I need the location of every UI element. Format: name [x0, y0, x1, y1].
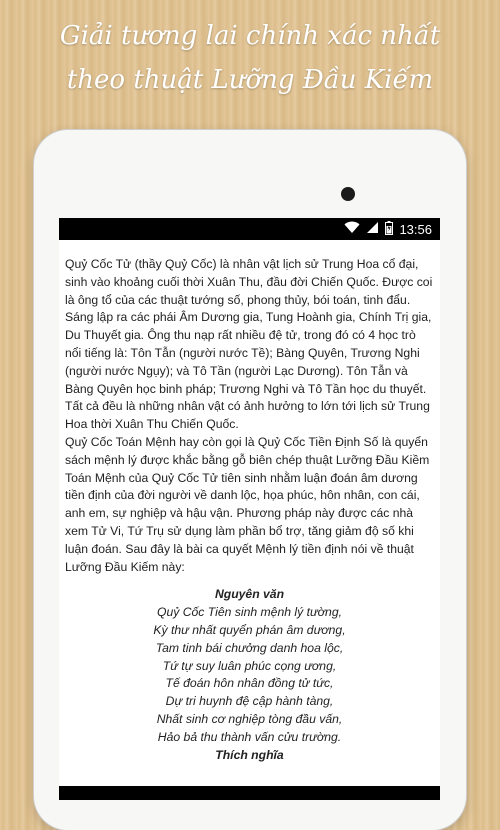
status-time: 13:56	[399, 221, 432, 237]
headline-line-1: Giải tương lai chính xác nhất	[59, 21, 441, 51]
poem-line: Tam tinh bái chưởng danh hoa lộc,	[155, 640, 344, 655]
article-paragraph-1: Quỷ Cốc Tử (thầy Quỷ Cốc) là nhân vật lịch sử Trung Hoa cổ đại, sinh vào khoảng cuối thời Xuân Thu, đầu đời Chiến Quốc. Được coi là ông tổ của các thuật tướng số, phong thủy, bói toán, tinh đẩu. Sáng lập ra các phái Âm Dương gia, Tung Hoành gia, Chính Trị gia, Du Thuyết gia. Ông thu nạp rất nhiều đệ tử, trong đó có 4 học trò nổi tiếng là: Tôn Tẫn (người nước Tề); Bàng Quyên, Trương Nghi (người nước Ngụy); và Tô Tần (người Lạc Dương). Tôn Tẫn và Bàng Quyên học binh pháp; Trương Nghi và Tô Tần học du thuyết. Tất cả đều là những nhân vật có ảnh hưởng to lớn tới lịch sử Trung Hoa thời Xuân Thu Chiến Quốc.	[65, 257, 433, 432]
section-title: Thích nghĩa	[215, 747, 284, 762]
article-paragraph-2: Quỷ Cốc Toán Mệnh hay còn gọi là Quỷ Cốc Tiền Định Số là quyển sách mệnh lý được khắc bằng gỗ biên chép thuật Lưỡng Đầu Kiềm Toán Mệnh của Quỷ Cốc Tử tiên sinh nhằm luận đoán âm dương tiền định của đời người về danh lộc, họa phúc, hôn nhân, con cái, anh em, sự nghiệp và hậu vận. Phương pháp này được các nhà xem Tử Vi, Tứ Trụ sử dụng làm phần bổ trợ, tăng giảm độ số khi luận đoán. Sau đây là bài ca quyết Mệnh lý tiền định nói về thuật Lưỡng Đầu Kiếm này:	[65, 434, 430, 574]
promo-headline	[0, 14, 500, 102]
battery-icon	[385, 221, 393, 238]
poem-line: Quỷ Cốc Tiên sinh mệnh lý tường,	[156, 605, 342, 620]
poem-block	[65, 586, 434, 764]
poem-line: Kỳ thư nhất quyển phán âm dương,	[153, 622, 346, 637]
status-icons	[344, 218, 432, 240]
poem-line: Nhất sinh cơ nghiệp tòng đầu vấn,	[156, 711, 343, 726]
poem-title: Nguyên văn	[214, 587, 285, 602]
poem-line: Hảo bả thu thành vấn cửu trường.	[157, 729, 342, 744]
article-content	[59, 240, 440, 764]
status-bar	[59, 218, 440, 240]
navigation-bar	[59, 786, 440, 800]
poem-line: Tế đoán hôn nhân đồng tử tức,	[165, 676, 334, 691]
camera-dot	[341, 187, 355, 201]
device-screen	[59, 218, 440, 800]
wifi-icon	[344, 221, 360, 237]
poem-line: Tứ tự suy luân phúc cọng ương,	[162, 658, 337, 673]
signal-icon	[366, 221, 379, 237]
headline-line-2: theo thuật Lưỡng Đầu Kiếm	[66, 65, 434, 95]
poem-line: Dự tri huynh đệ cập hành tàng,	[165, 694, 334, 709]
